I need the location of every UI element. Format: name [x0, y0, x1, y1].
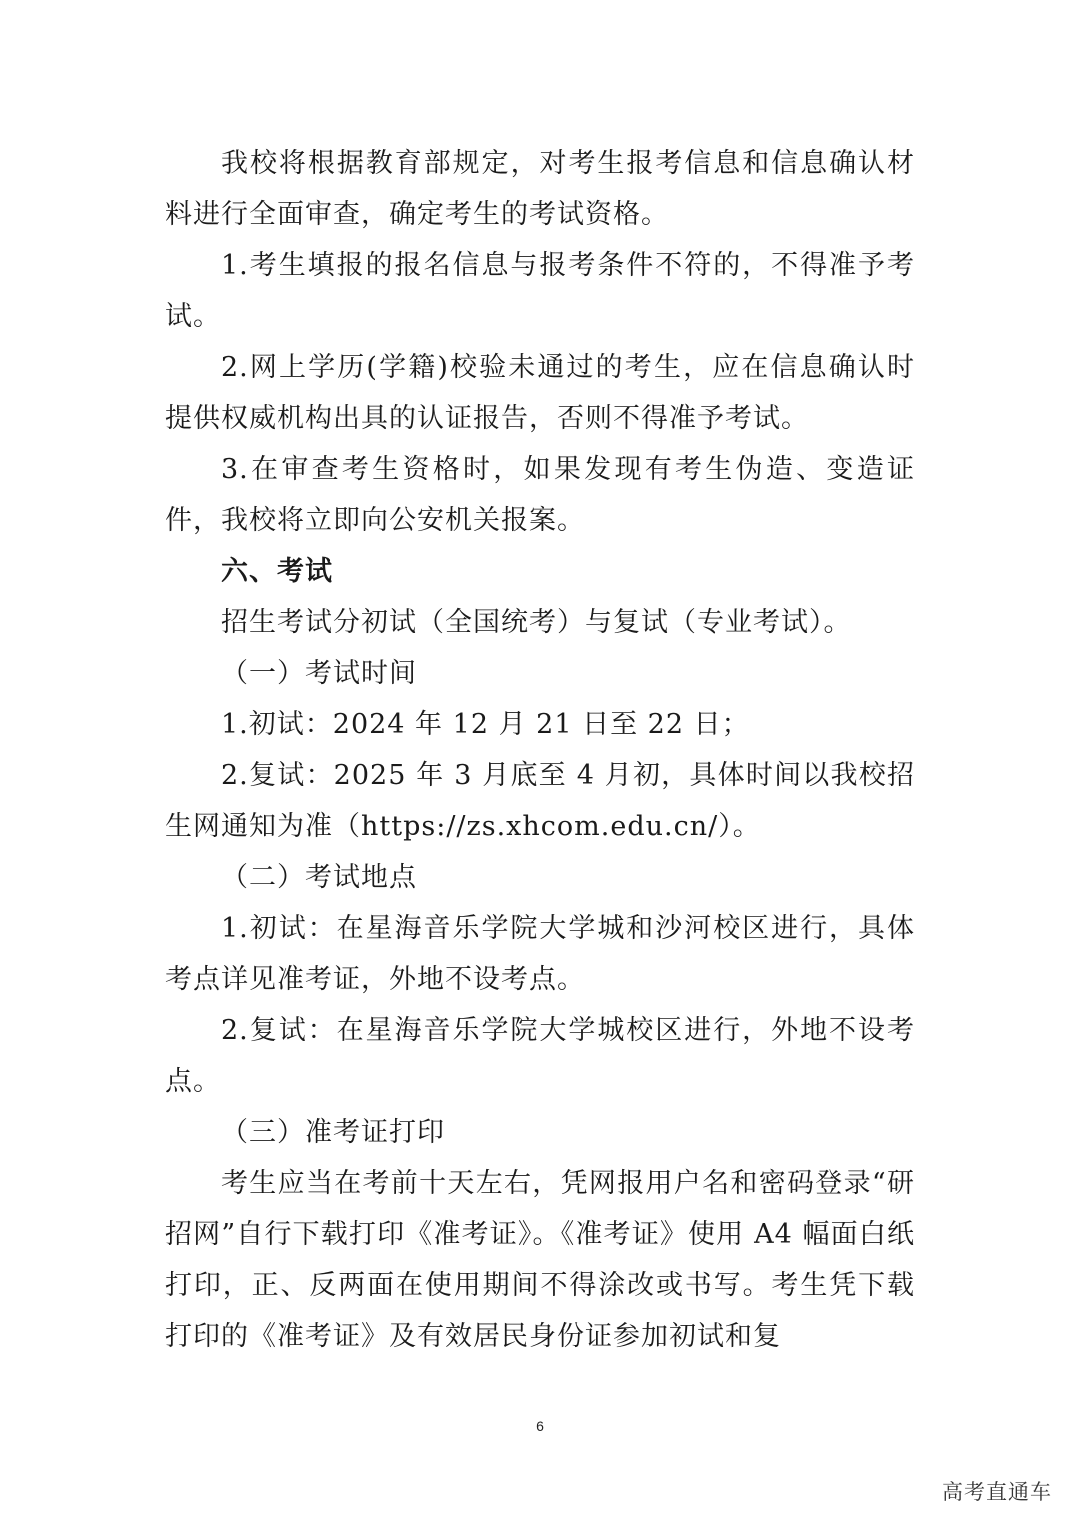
section-heading-exam: 六、考试 [221, 556, 333, 587]
watermark-text: 高考直通车 [942, 1480, 1052, 1504]
paragraph-review-item-2: 2.网上学历(学籍)校验未通过的考生，应在信息确认时提供权威机构出具的认证报告，否则不得准予考试。 [165, 352, 915, 434]
paragraph-review-intro: 我校将根据教育部规定，对考生报考信息和信息确认材料进行全面审查，确定考生的考试资格。 [165, 148, 915, 230]
subheading-admission-ticket: （三）准考证打印 [221, 1117, 445, 1148]
paragraph-admission-ticket: 考生应当在考前十天左右，凭网报用户名和密码登录“研招网”自行下载打印《准考证》。《准考证》使用 A4 幅面白纸打印，正、反两面在使用期间不得涂改或书写。考生凭下载打印的《准考证》及有效居民身份证参加初试和复 [165, 1168, 915, 1352]
paragraph-time-preliminary: 1.初试：2024 年 12 月 21 日至 22 日； [221, 709, 750, 740]
paragraph-review-item-1: 1.考生填报的报名信息与报考条件不符的，不得准予考试。 [165, 250, 915, 332]
page-number: 6 [536, 1418, 544, 1434]
paragraph-exam-intro: 招生考试分初试（全国统考）与复试（专业考试）。 [221, 607, 852, 638]
paragraph-time-retest: 2.复试：2025 年 3 月底至 4 月初，具体时间以我校招生网通知为准（https://zs.xhcom.edu.cn/）。 [165, 760, 915, 842]
document-body [165, 138, 915, 1362]
paragraph-review-item-3: 3.在审查考生资格时，如果发现有考生伪造、变造证件，我校将立即向公安机关报案。 [165, 454, 915, 536]
subheading-exam-location: （二）考试地点 [221, 862, 417, 893]
paragraph-location-retest: 2.复试：在星海音乐学院大学城校区进行，外地不设考点。 [165, 1015, 915, 1097]
paragraph-location-preliminary: 1.初试：在星海音乐学院大学城和沙河校区进行，具体考点详见准考证，外地不设考点。 [165, 913, 915, 995]
subheading-exam-time: （一）考试时间 [221, 658, 417, 689]
